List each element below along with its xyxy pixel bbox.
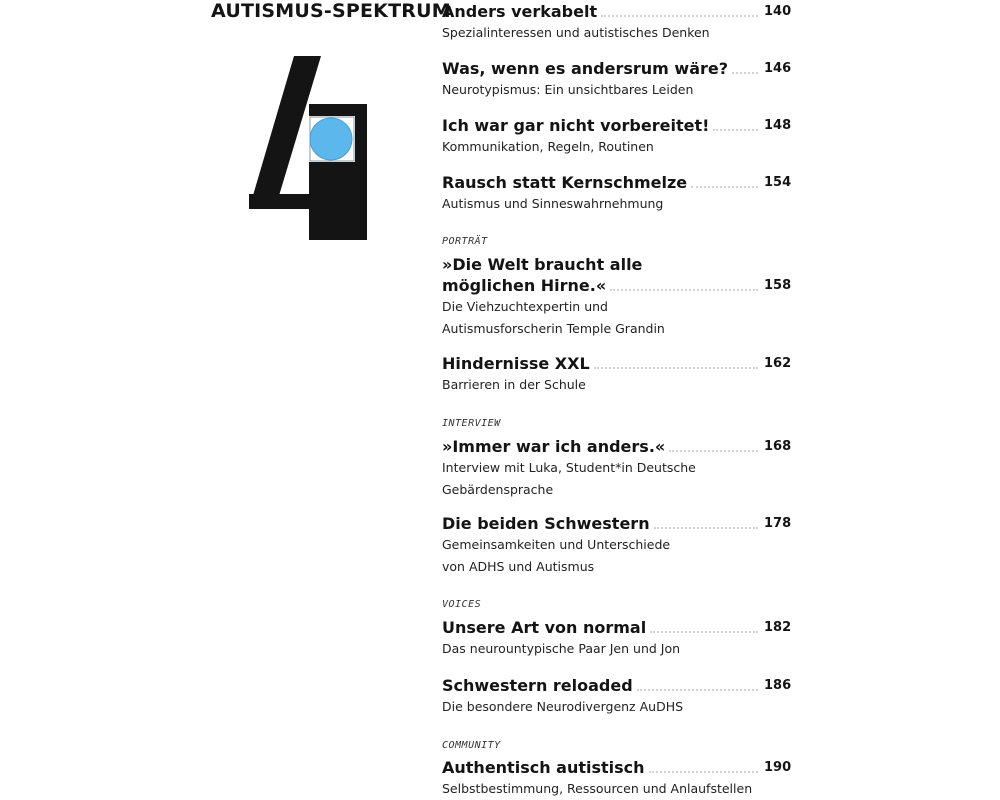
category-label: INTERVIEW: [442, 418, 501, 429]
dot-leader: [601, 15, 758, 17]
category-label: PORTRÄT: [442, 236, 488, 247]
dot-leader: [669, 450, 758, 452]
toc-entry[interactable]: [442, 513, 792, 577]
entry-title-line[interactable]: »Die Welt braucht alle: [442, 255, 643, 274]
entry-subtitle: Spezialinteressen und autistisches Denken: [442, 25, 710, 40]
page-number[interactable]: 186: [764, 678, 792, 693]
entry-subtitle: Selbstbestimmung, Ressourcen und Anlaufstellen: [442, 781, 753, 796]
accent-dot: [310, 118, 352, 160]
toc-entry[interactable]: [442, 675, 792, 718]
entry-title[interactable]: Die beiden Schwestern: [442, 514, 650, 533]
entry-subtitle: Das neurountypische Paar Jen und Jon: [442, 641, 681, 656]
toc-entry[interactable]: [442, 617, 792, 660]
toc-entry[interactable]: [442, 757, 792, 800]
entry-subtitle: Gemeinsamkeiten und Unterschiede: [442, 537, 671, 552]
entry-title[interactable]: Was, wenn es andersrum wäre?: [442, 59, 729, 78]
category-label: COMMUNITY: [442, 740, 501, 751]
dot-leader: [732, 72, 758, 74]
dot-leader: [649, 771, 758, 773]
dot-leader: [650, 631, 758, 633]
dot-leader: [713, 129, 758, 131]
page-number[interactable]: 158: [764, 278, 792, 293]
page-number[interactable]: 140: [764, 4, 792, 19]
page-number[interactable]: 178: [764, 516, 792, 531]
page-number[interactable]: 154: [764, 175, 792, 190]
entry-subtitle: Autismusforscherin Temple Grandin: [442, 320, 665, 336]
dot-leader: [610, 289, 758, 291]
entry-subtitle: Autismus und Sinneswahrnehmung: [442, 196, 664, 211]
entry-subtitle: Interview mit Luka, Student*in Deutsche: [442, 460, 696, 475]
page-number[interactable]: 148: [764, 118, 792, 133]
entry-subtitle: Barrieren in der Schule: [442, 377, 586, 392]
entry-subtitle: Gebärdensprache: [442, 481, 554, 497]
dot-leader: [654, 527, 758, 529]
toc-entry[interactable]: [442, 115, 792, 158]
category-label: VOICES: [442, 599, 482, 610]
entry-title[interactable]: Anders verkabelt: [442, 2, 598, 21]
dot-leader: [637, 689, 758, 691]
entry-title[interactable]: Ich war gar nicht vorbereitet!: [442, 116, 710, 135]
page-number[interactable]: 168: [764, 439, 792, 454]
page-number[interactable]: 190: [764, 760, 792, 775]
chapter-number-graphic: [247, 54, 372, 244]
entry-title-line[interactable]: möglichen Hirne.«: [442, 276, 607, 295]
page-number[interactable]: 146: [764, 61, 792, 76]
dot-leader: [691, 186, 758, 188]
entry-subtitle: Die besondere Neurodivergenz AuDHS: [442, 699, 684, 714]
chapter-label: AUTISMUS-SPEKTRUM: [211, 0, 451, 22]
entry-subtitle: Neurotypismus: Ein unsichtbares Leiden: [442, 82, 694, 97]
entry-title[interactable]: Unsere Art von normal: [442, 618, 647, 637]
entry-title[interactable]: Rausch statt Kernschmelze: [442, 173, 688, 192]
toc-entry[interactable]: [442, 172, 792, 215]
entry-title[interactable]: Hindernisse XXL: [442, 354, 590, 373]
toc-entry[interactable]: [442, 436, 792, 500]
entry-subtitle: von ADHS und Autismus: [442, 558, 595, 574]
entry-title[interactable]: »Immer war ich anders.«: [442, 437, 666, 456]
toc-entry[interactable]: [442, 58, 792, 101]
page-number[interactable]: 182: [764, 620, 792, 635]
entry-subtitle: Kommunikation, Regeln, Routinen: [442, 139, 654, 154]
entry-subtitle: Die Viehzuchtexpertin und: [442, 299, 608, 314]
dot-leader: [594, 367, 758, 369]
entry-title[interactable]: Schwestern reloaded: [442, 676, 633, 695]
toc-entry[interactable]: [442, 1, 792, 44]
entry-title[interactable]: Authentisch autistisch: [442, 758, 645, 777]
toc-entry[interactable]: [442, 254, 792, 339]
page-number[interactable]: 162: [764, 356, 792, 371]
toc-entry[interactable]: [442, 353, 792, 396]
